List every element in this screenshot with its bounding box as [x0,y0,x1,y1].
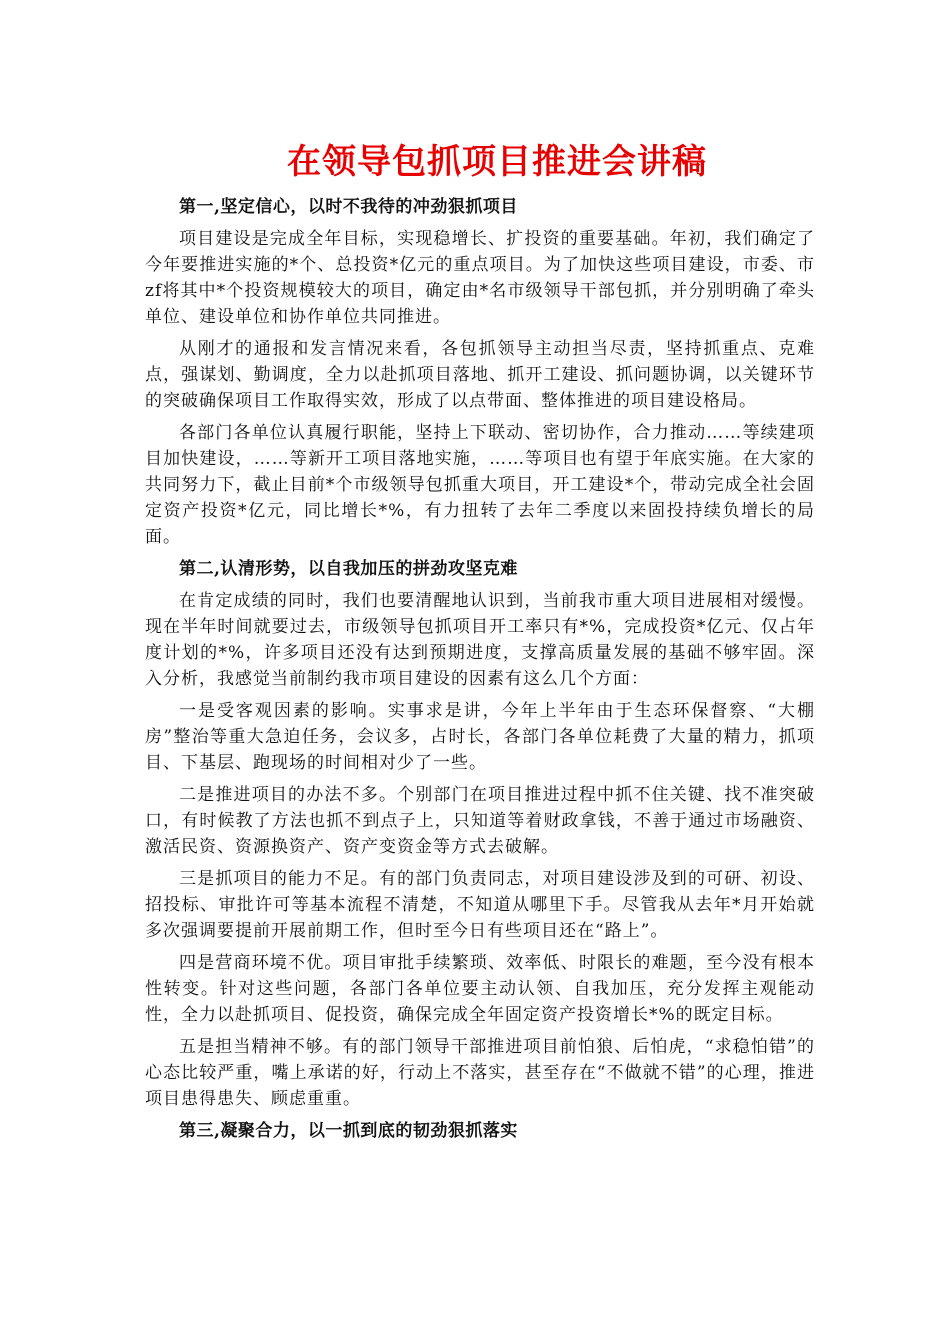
paragraph: 四是营商环境不优。项目审批手续繁琐、效率低、时限长的难题，至今没有根本性转变。针对这些问题，各部门各单位要主动认领、自我加压，充分发挥主观能动性，全力以赴抓项目、促投资，确保完成全年固定资产投资增长*%的既定目标。 [145,953,815,1025]
paragraph: 三是抓项目的能力不足。有的部门负责同志，对项目建设涉及到的可研、初设、招投标、审批许可等基本流程不清楚，不知道从哪里下手。尽管我从去年*月开始就多次强调要提前开展前期工作，但时至今日有些项目还在“路上”。 [145,869,815,941]
section-heading: 第一,坚定信心，以时不我待的冲劲狠抓项目 [179,197,518,217]
paragraph: 各部门各单位认真履行职能，坚持上下联动、密切协作，合力推动……等续建项目加快建设，……等新开工项目落地实施，……等项目也有望于年底实施。在大家的共同努力下，截止目前*个市级领导包抓重大项目，开工建设*个，带动完成全社会固定资产投资*亿元，同比增长*%，有力扭转了去年二季度以来固投持续负增长的局面。 [145,423,815,547]
section-3 [145,1118,815,1144]
paragraph: 从刚才的通报和发言情况来看，各包抓领导主动担当尽责，坚持抓重点、克难点，强谋划、勤调度，全力以赴抓项目落地、抓开工建设、抓问题协调，以关键环节的突破确保项目工作取得实效，形成了以点带面、整体推进的项目建设格局。 [145,339,815,411]
document-title: 在领导包抓项目推进会讲稿 [287,142,707,182]
title-block [145,140,815,184]
section-2 [145,556,815,1112]
paragraph: 一是受客观因素的影响。实事求是讲，今年上半年由于生态环保督察、“大棚房”整治等重大急迫任务，会议多，占时长，各部门各单位耗费了大量的精力，抓项目、下基层、跑现场的时间相对少了一些。 [145,701,815,773]
paragraph: 在肯定成绩的同时，我们也要清醒地认识到，当前我市重大项目进展相对缓慢。现在半年时间就要过去，市级领导包抓项目开工率只有*%，完成投资*亿元、仅占年度计划的*%，许多项目还没有达到预期进度，支撑高质量发展的基础不够牢固。深入分析，我感觉当前制约我市项目建设的因素有这么几个方面： [145,591,815,689]
paragraph: 二是推进项目的办法不多。个别部门在项目推进过程中抓不住关键、找不准突破口，有时候教了方法也抓不到点子上，只知道等着财政拿钱，不善于通过市场融资、激活民资、资源换资产、资产变资金等方式去破解。 [145,785,815,857]
section-1 [145,194,815,550]
section-heading: 第二,认清形势，以自我加压的拼劲攻坚克难 [179,559,518,579]
section-heading: 第三,凝聚合力，以一抓到底的韧劲狠抓落实 [179,1121,518,1141]
paragraph: 项目建设是完成全年目标，实现稳增长、扩投资的重要基础。年初，我们确定了今年要推进实施的*个、总投资*亿元的重点项目。为了加快这些项目建设，市委、市zf将其中*个投资规模较大的项目，确定由*名市级领导干部包抓，并分别明确了牵头单位、建设单位和协作单位共同推进。 [145,229,815,327]
document-page [145,140,815,1150]
paragraph: 五是担当精神不够。有的部门领导干部推进项目前怕狼、后怕虎，“求稳怕错”的心态比较严重，嘴上承诺的好，行动上不落实，甚至存在“不做就不错”的心理，推进项目患得患失、顾虑重重。 [145,1037,815,1109]
